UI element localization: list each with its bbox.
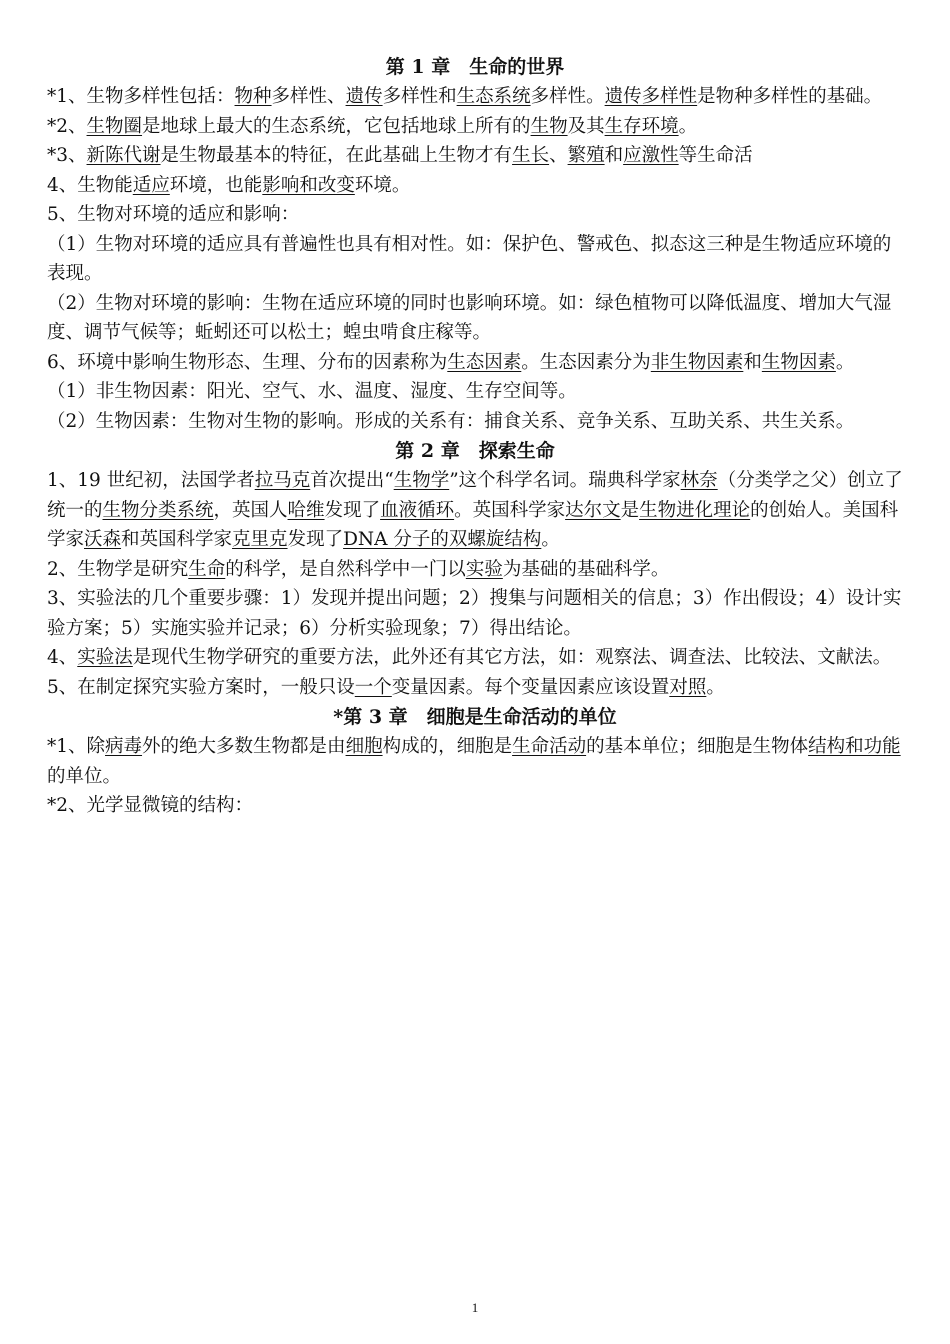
text-run: 变量因素。每个变量因素应该设置 bbox=[391, 676, 670, 698]
text-run: 外的绝大多数生物都是由 bbox=[142, 736, 346, 757]
text-run: 是地球上最大的生态系统，它包括地球上所有的 bbox=[142, 115, 531, 137]
text-run: （1）非生物因素：阳光、空气、水、温度、湿度、生存空间等。 bbox=[47, 381, 577, 402]
text-run: 多样性、 bbox=[271, 86, 346, 107]
text-run: 1、19 世纪初，法国学者 bbox=[47, 470, 255, 491]
underlined-term: 遗传 bbox=[345, 86, 383, 107]
underlined-term: 克里克 bbox=[232, 529, 288, 550]
paragraph bbox=[47, 82, 903, 112]
underlined-term: 生命活动 bbox=[512, 736, 587, 757]
underlined-term: 病毒 bbox=[105, 736, 143, 757]
underlined-term: 遗传多样性 bbox=[604, 86, 698, 107]
text-run: 4、生物能 bbox=[47, 174, 133, 196]
paragraph bbox=[47, 466, 903, 555]
underlined-term: 繁殖 bbox=[567, 145, 605, 166]
text-run: 、 bbox=[549, 145, 568, 166]
chapter-title: *第 3 章 细胞是生命活动的单位 bbox=[333, 706, 617, 728]
underlined-term: 血液循环 bbox=[380, 499, 455, 521]
text-run: 和 bbox=[604, 145, 624, 166]
text-run: （2）生物对环境的影响：生物在适应环境的同时也影响环境。如：绿色植物可以降低温度、增加大气湿度、调节气候等；蚯蚓还可以松土；蝗虫啃食庄稼等。 bbox=[47, 292, 892, 343]
paragraph bbox=[47, 791, 903, 821]
underlined-term: 实验 bbox=[465, 558, 503, 580]
text-run: 的科学，是自然科学中一门以 bbox=[225, 558, 466, 580]
paragraph bbox=[47, 200, 903, 230]
text-run: 多样性和 bbox=[382, 86, 457, 107]
page-number: 1 bbox=[471, 1300, 479, 1315]
text-run: 的单位。 bbox=[47, 765, 122, 787]
text-run: 5、生物对环境的适应和影响： bbox=[47, 204, 300, 225]
text-run: 是生物最基本的特征，在此基础上生物才有 bbox=[160, 145, 513, 166]
underlined-term: 实验法 bbox=[77, 647, 133, 668]
text-run: 的创始人。美国科学家 bbox=[47, 499, 899, 550]
text-run: 6、环境中影响生物形态、生理、分布的因素称为 bbox=[47, 351, 448, 373]
underlined-term: 结构和功能 bbox=[808, 736, 901, 757]
text-run: 。 bbox=[835, 351, 855, 373]
paragraph bbox=[47, 673, 903, 703]
text-run: 发现了 bbox=[324, 499, 381, 521]
underlined-term: 非生物因素 bbox=[650, 351, 744, 373]
paragraph bbox=[47, 407, 903, 437]
text-run: 及其 bbox=[567, 115, 605, 137]
underlined-term: 生态系统 bbox=[456, 86, 531, 107]
text-run: 等生命活 bbox=[678, 145, 753, 166]
underlined-term: 生物分类系统 bbox=[102, 499, 214, 521]
text-run: （2）生物因素：生物对生物的影响。形成的关系有：捕食关系、竞争关系、互助关系、共生关系。 bbox=[47, 410, 855, 432]
underlined-term: 生长 bbox=[512, 145, 550, 166]
text-run: 是物种多样性的基础。 bbox=[697, 86, 883, 107]
text-run: 构成的，细胞是 bbox=[382, 736, 513, 757]
underlined-term: 一个 bbox=[354, 676, 392, 698]
underlined-term: 生物进化理论 bbox=[639, 499, 751, 521]
underlined-term: 生存环境 bbox=[604, 115, 679, 137]
paragraph bbox=[47, 230, 903, 289]
text-run: 为基础的基础科学。 bbox=[502, 558, 670, 580]
underlined-term: DNA 分子的双螺旋结构 bbox=[343, 529, 542, 550]
text-run: 是现代生物学研究的重要方法，此外还有其它方法，如：观察法、调查法、比较法、文献法。 bbox=[132, 647, 892, 668]
text-run: 是 bbox=[620, 499, 640, 521]
underlined-term: 生命 bbox=[188, 558, 226, 580]
text-run: （分类学之父）创立了统一的 bbox=[47, 470, 903, 521]
underlined-term: 生物因素 bbox=[761, 351, 836, 373]
underlined-term: 生物圈 bbox=[86, 115, 143, 137]
text-run: 的基本单位；细胞是生物体 bbox=[586, 736, 809, 757]
paragraph bbox=[47, 732, 903, 791]
text-run: 和英国科学家 bbox=[121, 529, 233, 550]
document-body bbox=[47, 52, 903, 821]
text-run: ，英国人 bbox=[213, 499, 288, 521]
text-run: 发现了 bbox=[287, 529, 344, 550]
paragraph bbox=[47, 141, 903, 171]
text-run: 5、在制定探究实验方案时，一般只设 bbox=[47, 676, 355, 698]
text-run: 。 bbox=[541, 529, 560, 550]
text-run: 环境。 bbox=[354, 174, 411, 196]
text-run: 。 bbox=[678, 115, 698, 137]
text-run: 多样性。 bbox=[530, 86, 605, 107]
underlined-term: 生物 bbox=[530, 115, 568, 137]
text-run: *1、生物多样性包括： bbox=[47, 86, 235, 107]
paragraph bbox=[47, 112, 903, 142]
underlined-term: 生物学 bbox=[393, 470, 450, 491]
text-run: （1）生物对环境的适应具有普遍性也具有相对性。如：保护色、警戒色、拟态这三种是生物适应环境的表现。 bbox=[47, 233, 892, 284]
underlined-term: 物种 bbox=[234, 86, 272, 107]
text-run: *1、除 bbox=[47, 736, 106, 757]
text-run: 。 bbox=[706, 676, 725, 698]
text-run: 2、生物学是研究 bbox=[47, 558, 189, 580]
text-run: *3、 bbox=[47, 145, 87, 166]
chapter-title: 第 2 章 探索生命 bbox=[395, 440, 555, 462]
underlined-term: 新陈代谢 bbox=[86, 145, 161, 166]
underlined-term: 适应 bbox=[132, 174, 170, 196]
text-run: 3、实验法的几个重要步骤：1）发现并提出问题；2）搜集与问题相关的信息；3）作出假设；4）设计实验方案；5）实施实验并记录；6）分析实验现象；7）得出结论。 bbox=[47, 588, 902, 639]
text-run: *2、光学显微镜的结构： bbox=[47, 795, 254, 816]
underlined-term: 哈维 bbox=[287, 499, 325, 521]
paragraph bbox=[47, 584, 903, 643]
text-run: 和 bbox=[743, 351, 762, 373]
text-run: ”这个科学名词。瑞典科学家 bbox=[449, 470, 681, 491]
underlined-term: 生态因素 bbox=[447, 351, 522, 373]
paragraph bbox=[47, 555, 903, 585]
underlined-term: 拉马克 bbox=[254, 470, 311, 491]
underlined-term: 应激性 bbox=[623, 145, 679, 166]
paragraph bbox=[47, 289, 903, 348]
text-run: 。英国科学家 bbox=[454, 499, 566, 521]
paragraph bbox=[47, 377, 903, 407]
text-run: 环境，也能 bbox=[169, 174, 263, 196]
underlined-term: 林奈 bbox=[680, 470, 718, 491]
underlined-term: 影响和改变 bbox=[262, 174, 355, 196]
paragraph bbox=[47, 643, 903, 673]
text-run: 首次提出“ bbox=[310, 470, 394, 491]
underlined-term: 达尔文 bbox=[565, 499, 621, 521]
underlined-term: 对照 bbox=[669, 676, 707, 698]
text-run: 4、 bbox=[47, 647, 78, 668]
underlined-term: 细胞 bbox=[345, 736, 383, 757]
paragraph bbox=[47, 171, 903, 201]
underlined-term: 沃森 bbox=[84, 529, 122, 550]
text-run: 。生态因素分为 bbox=[521, 351, 651, 373]
chapter-title: 第 1 章 生命的世界 bbox=[385, 56, 565, 78]
paragraph bbox=[47, 348, 903, 378]
text-run: *2、 bbox=[47, 115, 87, 137]
